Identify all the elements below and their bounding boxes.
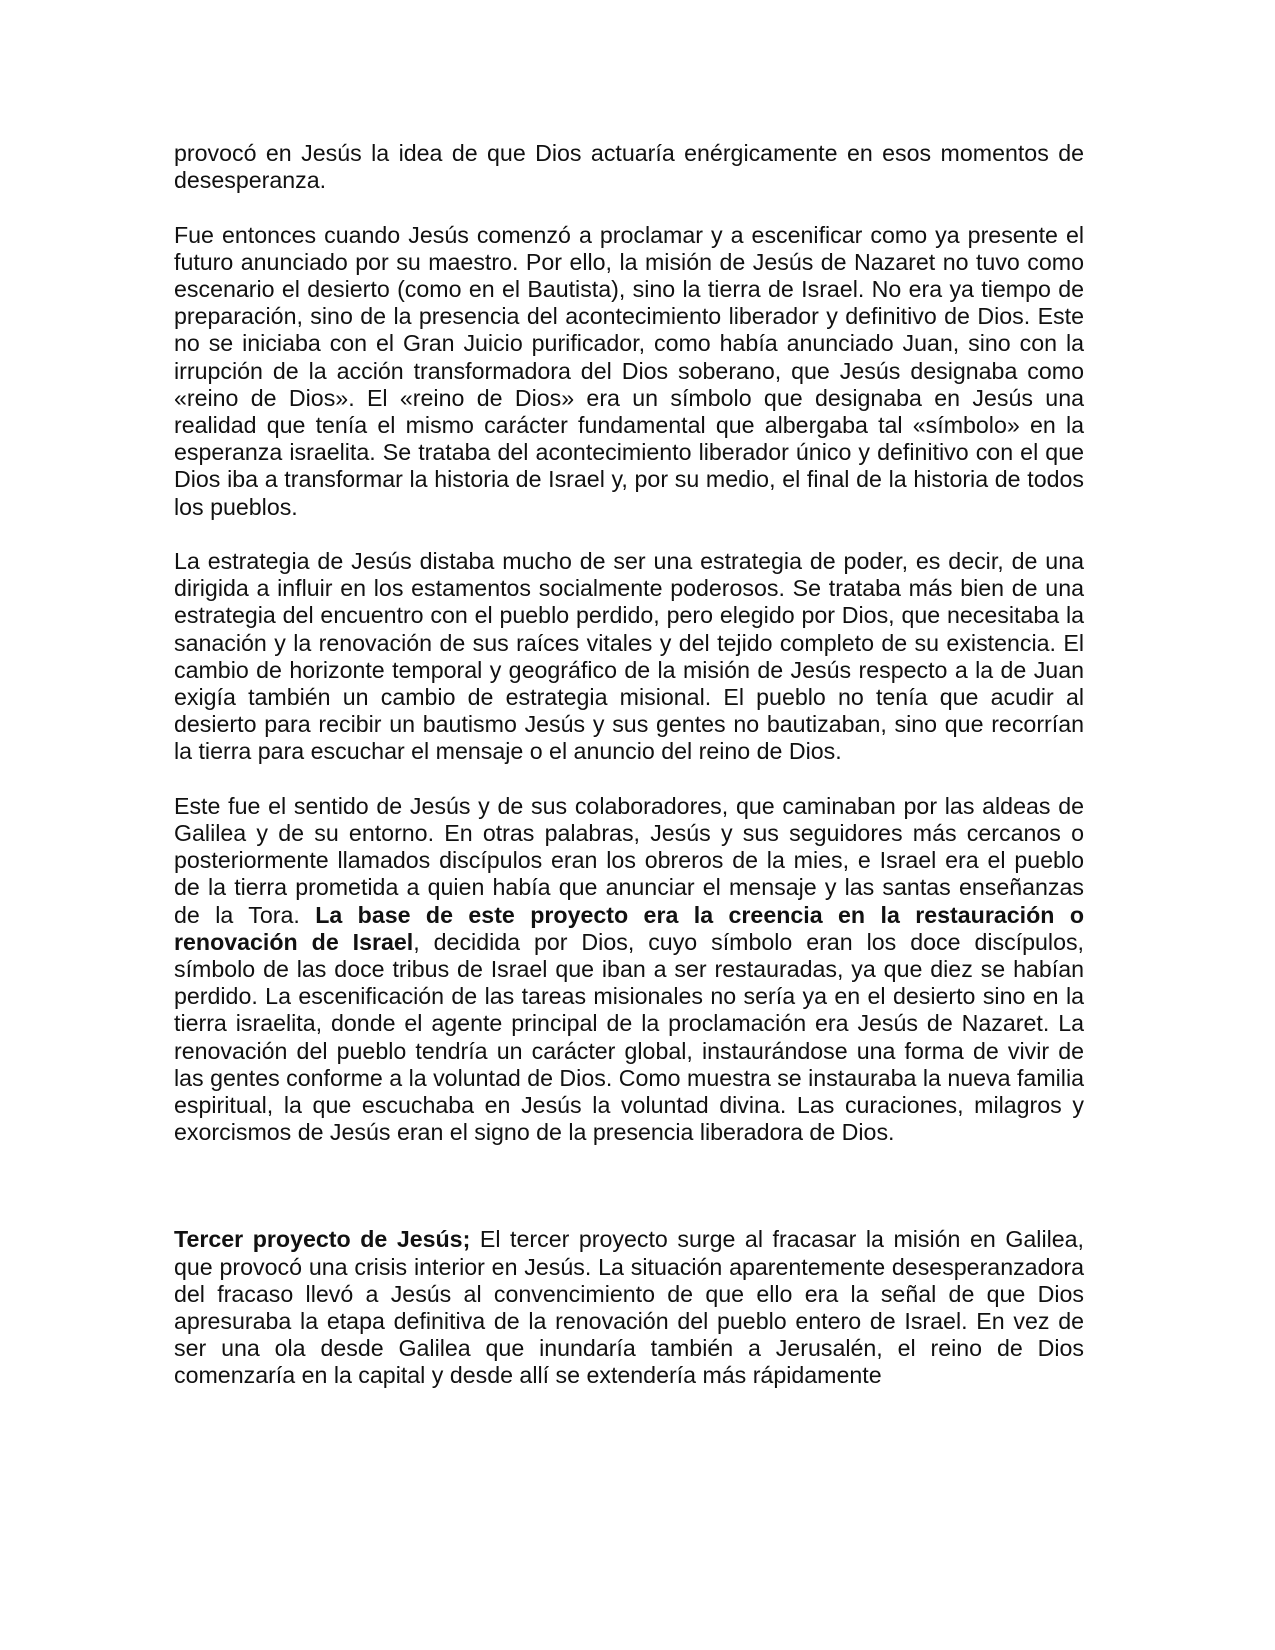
paragraph-strategy: La estrategia de Jesús distaba mucho de ser una estrategia de poder, es decir, de una dirigida a influir en los estamentos socialmente poderosos. Se trataba más bien de una estrategia del encuentro con el pueblo perdido, pero elegido por Dios, que necesitaba la sanación y la renovación de sus raíces vitales y del tejido completo de su existencia. El cambio de horizonte temporal y geográfico de la misión de Jesús respecto a la de Juan exigía también un cambio de estrategia misional. El pueblo no tenía que acudir al desierto para recibir un bautismo Jesús y sus gentes no bautizaban, sino que recorrían la tierra para escuchar el mensaje o el anuncio del reino de Dios. [174,548,1084,765]
paragraph-mission-israel: Fue entonces cuando Jesús comenzó a proclamar y a escenificar como ya presente el futuro anunciado por su maestro. Por ello, la misión de Jesús de Nazaret no tuvo como escenario el desierto (como en el Bautista), sino la tierra de Israel. No era ya tiempo de preparación, sino de la presencia del acontecimiento liberador y definitivo de Dios. Este no se iniciaba con el Gran Juicio purificador, como había anunciado Juan, sino con la irrupción de la acción transformadora del Dios soberano, que Jesús designaba como «reino de Dios». El «reino de Dios» era un símbolo que designaba en Jesús una realidad que tenía el mismo carácter fundamental que albergaba tal «símbolo» en la esperanza israelita. Se trataba del acontecimiento liberador único y definitivo con el que Dios iba a transformar la historia de Israel y, por su medio, el final de la historia de todos los pueblos. [174,221,1084,520]
paragraph-collaborators-bold: La base de este proyecto era la creencia en la restauración o renovación de Israel [174,901,1084,955]
document-page [174,140,1084,1417]
paragraph-third-project [174,1226,1084,1389]
third-project-text: El tercer proyecto surge al fracasar la misión en Galilea, que provocó una crisis interior en Jesús. La situación aparentemente desesperanzadora del fracaso llevó a Jesús al convencimiento de que ello era la señal de que Dios apresuraba la etapa definitiva de la renovación del pueblo entero de Israel. En vez de ser una ola desde Galilea que inundaría también a Jerusalén, el reino de Dios comenzaría en la capital y desde allí se extendería más rápidamente [174,1226,1084,1389]
third-project-heading: Tercer proyecto de Jesús; [174,1226,471,1253]
paragraph-continuation: provocó en Jesús la idea de que Dios actuaría enérgicamente en esos momentos de desesperanza. [174,140,1084,194]
paragraph-collaborators [174,793,1084,1147]
paragraph-collaborators-text-b: , decidida por Dios, cuyo símbolo eran los doce discípulos, símbolo de las doce tribus de Israel que iban a ser restauradas, ya que diez se habían perdido. La escenificación de las tareas misionales no sería ya en el desierto sino en la tierra israelita, donde el agente principal de la proclamación era Jesús de Nazaret. La renovación del pueblo tendría un carácter global, instaurándose una forma de vivir de las gentes conforme a la voluntad de Dios. Como muestra se instauraba la nueva familia espiritual, la que escuchaba en Jesús la voluntad divina. Las curaciones, milagros y exorcismos de Jesús eran el signo de la presencia liberadora de Dios. [174,928,1084,1146]
paragraph-collaborators-text-a: Este fue el sentido de Jesús y de sus colaboradores, que caminaban por las aldeas de Galilea y de su entorno. En otras palabras, Jesús y sus seguidores más cercanos o posteriormente llamados discípulos eran los obreros de la mies, e Israel era el pueblo de la tierra prometida a quien había que anunciar el mensaje y las santas enseñanzas de la Tora. [174,792,1084,928]
